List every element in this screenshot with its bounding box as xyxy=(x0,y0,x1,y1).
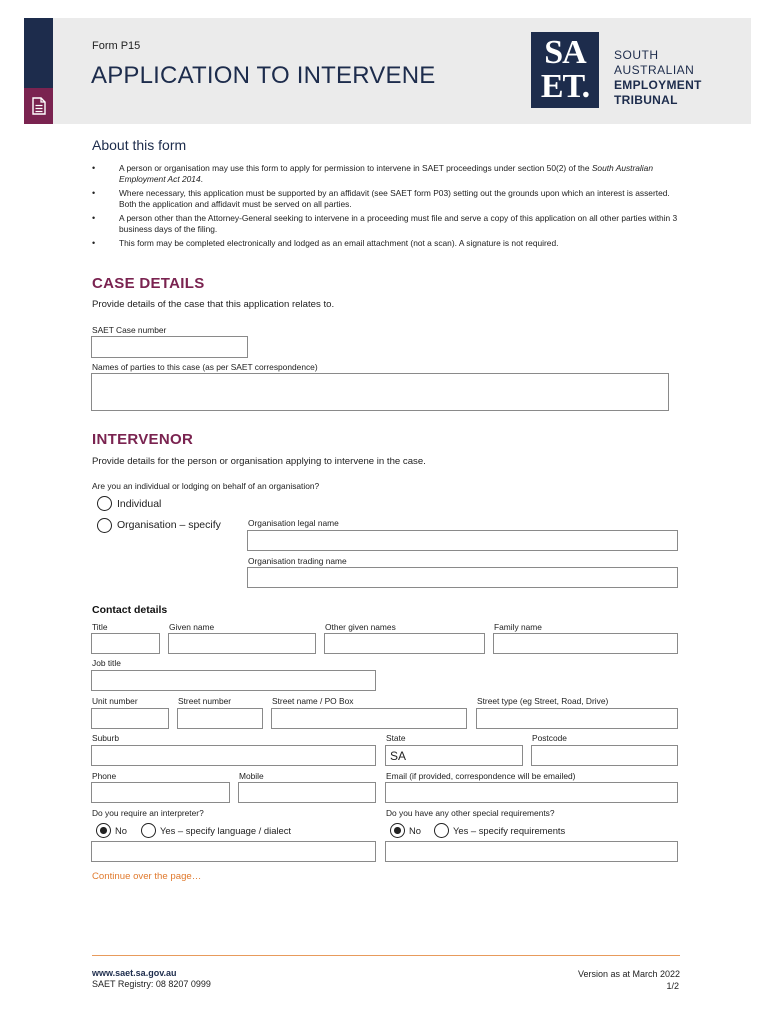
interpreter-no-radio[interactable] xyxy=(96,823,111,838)
logo-letters-top: SA xyxy=(544,34,586,71)
street-name-label: Street name / PO Box xyxy=(272,696,354,706)
applicant-type-question: Are you an individual or lodging on behalf of an organisation? xyxy=(92,481,320,491)
state-value: SA xyxy=(390,749,407,763)
case-details-heading: CASE DETAILS xyxy=(92,275,205,292)
logo-line-3: EMPLOYMENT xyxy=(614,78,702,92)
document-icon xyxy=(24,88,53,124)
page-title: APPLICATION TO INTERVENE xyxy=(91,62,436,89)
postcode-label: Postcode xyxy=(532,733,567,743)
email-label: Email (if provided, correspondence will be emailed) xyxy=(386,771,576,781)
contact-details-heading: Contact details xyxy=(92,604,168,616)
title-label: Title xyxy=(92,622,108,632)
about-bullet-2: • Where necessary, this application must be supported by an affidavit (see SAET form P03) setting out the grounds upon which an interest is asserted. Both the application and affidavit must be served on all parties. xyxy=(92,188,682,210)
intervenor-subtitle: Provide details for the person or organisation applying to intervene in the case. xyxy=(92,456,426,467)
family-name-label: Family name xyxy=(494,622,542,632)
street-number-input[interactable] xyxy=(177,708,263,729)
continue-note: Continue over the page… xyxy=(92,871,202,882)
footer-version: Version as at March 2022 xyxy=(577,969,680,979)
form-number: Form P15 xyxy=(92,40,141,52)
individual-label: Individual xyxy=(117,498,162,510)
about-bullets xyxy=(92,163,682,252)
parties-label: Names of parties to this case (as per SAET correspondence) xyxy=(92,362,318,372)
family-name-input[interactable] xyxy=(493,633,678,654)
case-number-label: SAET Case number xyxy=(92,325,167,335)
special-yes-radio[interactable] xyxy=(434,823,449,838)
organisation-radio[interactable] xyxy=(97,518,112,533)
individual-radio[interactable] xyxy=(97,496,112,511)
case-details-subtitle: Provide details of the case that this application relates to. xyxy=(92,299,335,310)
interpreter-language-input[interactable] xyxy=(91,841,376,862)
postcode-input[interactable] xyxy=(531,745,678,766)
org-trading-name-label: Organisation trading name xyxy=(248,556,347,566)
footer-website-link[interactable]: www.saet.sa.gov.au xyxy=(92,968,177,978)
about-bullet-1: • A person or organisation may use this form to apply for permission to intervene in SAET proceedings under section 50(2) of the South Australian Employment Act 2014. xyxy=(92,163,682,185)
side-tab xyxy=(24,18,53,124)
special-yes-label: Yes – specify requirements xyxy=(453,825,566,836)
mobile-label: Mobile xyxy=(239,771,264,781)
org-legal-name-input[interactable] xyxy=(247,530,678,551)
interpreter-yes-label: Yes – specify language / dialect xyxy=(160,825,291,836)
special-requirements-input[interactable] xyxy=(385,841,678,862)
special-requirements-question: Do you have any other special requirements? xyxy=(386,808,555,818)
logo-letters-bottom: ET. xyxy=(540,68,590,105)
state-label: State xyxy=(386,733,406,743)
page-number: 1/2 xyxy=(666,981,679,991)
footer-registry-phone: SAET Registry: 08 8207 0999 xyxy=(92,979,211,989)
interpreter-no-label: No xyxy=(115,825,127,836)
other-given-names-label: Other given names xyxy=(325,622,396,632)
unit-number-input[interactable] xyxy=(91,708,169,729)
logo-line-2: AUSTRALIAN xyxy=(614,63,695,77)
parties-input[interactable] xyxy=(91,373,669,411)
organisation-label: Organisation – specify xyxy=(117,519,221,531)
street-type-input[interactable] xyxy=(476,708,678,729)
saet-logo xyxy=(531,32,599,108)
special-no-radio[interactable] xyxy=(390,823,405,838)
case-number-input[interactable] xyxy=(91,336,248,358)
job-title-input[interactable] xyxy=(91,670,376,691)
suburb-label: Suburb xyxy=(92,733,120,743)
interpreter-yes-radio[interactable] xyxy=(141,823,156,838)
special-no-label: No xyxy=(409,825,421,836)
mobile-input[interactable] xyxy=(238,782,376,803)
email-input[interactable] xyxy=(385,782,678,803)
phone-label: Phone xyxy=(92,771,117,781)
title-input[interactable] xyxy=(91,633,160,654)
about-bullet-4: • This form may be completed electronically and lodged as an email attachment (not a scan). A signature is not required. xyxy=(92,238,682,249)
about-heading: About this form xyxy=(92,137,187,153)
suburb-input[interactable] xyxy=(91,745,376,766)
street-name-input[interactable] xyxy=(271,708,467,729)
unit-number-label: Unit number xyxy=(92,696,138,706)
org-trading-name-input[interactable] xyxy=(247,567,678,588)
footer-rule xyxy=(92,955,680,956)
about-bullet-3: • A person other than the Attorney-General seeking to intervene in a proceeding must file and serve a copy of this application on all other parties within 3 business days of the filing. xyxy=(92,213,682,235)
given-name-label: Given name xyxy=(169,622,215,632)
logo-wordmark xyxy=(614,48,702,108)
org-legal-name-label: Organisation legal name xyxy=(248,518,339,528)
given-name-input[interactable] xyxy=(168,633,316,654)
interpreter-question: Do you require an interpreter? xyxy=(92,808,204,818)
street-type-label: Street type (eg Street, Road, Drive) xyxy=(477,696,609,706)
job-title-label: Job title xyxy=(92,658,121,668)
act-name: South Australian Employment Act 2014 xyxy=(119,163,653,184)
logo-line-1: SOUTH xyxy=(614,48,659,62)
street-number-label: Street number xyxy=(178,696,232,706)
logo-line-4: TRIBUNAL xyxy=(614,93,678,107)
other-given-names-input[interactable] xyxy=(324,633,485,654)
intervenor-heading: INTERVENOR xyxy=(92,431,194,448)
phone-input[interactable] xyxy=(91,782,230,803)
